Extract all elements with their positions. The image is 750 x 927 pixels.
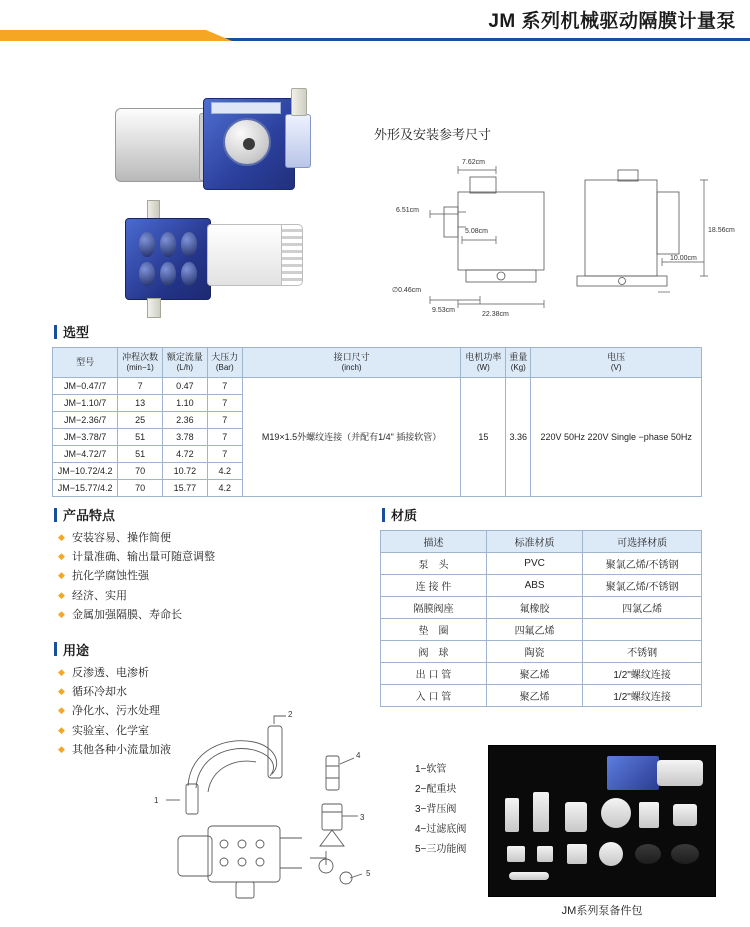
list-item: ◆ 实验室、化学室 xyxy=(58,725,352,738)
svg-text:22.38cm: 22.38cm xyxy=(482,311,509,318)
cell-pressure: 7 xyxy=(207,395,242,412)
parts-legend xyxy=(415,760,466,860)
pump-photo-bottom xyxy=(95,202,315,320)
material-title: 材质 xyxy=(391,508,418,523)
cell-optional: 四氯乙烯 xyxy=(583,597,702,619)
col-description: 描述 xyxy=(381,531,487,553)
cell-standard: 聚乙烯 xyxy=(486,685,582,707)
list-item: ◆ 循环冷却水 xyxy=(58,686,352,699)
table-row xyxy=(53,378,702,395)
cell-strokes: 70 xyxy=(118,480,163,497)
cell-standard: ABS xyxy=(486,575,582,597)
cell-pressure: 7 xyxy=(207,429,242,446)
dimension-drawing-block xyxy=(370,56,740,324)
col-optional-material: 可选择材质 xyxy=(583,531,702,553)
model-section-heading xyxy=(52,322,702,341)
cell-weight: 3.36 xyxy=(506,378,531,497)
cell-pressure: 7 xyxy=(207,378,242,395)
cell-strokes: 25 xyxy=(118,412,163,429)
col-strokes: 冲程次数 (min−1) xyxy=(118,348,163,378)
svg-text:5.08cm: 5.08cm xyxy=(465,228,488,235)
table-row xyxy=(381,553,702,575)
cell-optional: 聚氯乙烯/不锈钢 xyxy=(583,575,702,597)
cell-standard: PVC xyxy=(486,553,582,575)
col-pressure: 大压力 (Bar) xyxy=(207,348,242,378)
cell-model: JM−15.77/4.2 xyxy=(53,480,118,497)
kit-diaphragm xyxy=(671,844,699,864)
cell-flow: 3.78 xyxy=(163,429,208,446)
material-table xyxy=(380,530,702,707)
list-item: ◆ 计量准确、输出量可随意调整 xyxy=(58,551,352,564)
table-row xyxy=(381,619,702,641)
table-header-row xyxy=(381,531,702,553)
list-item: ◆ 安装容易、操作简便 xyxy=(58,532,352,545)
cell-flow: 0.47 xyxy=(163,378,208,395)
uses-heading xyxy=(52,640,352,659)
heading-accent-bar xyxy=(54,325,57,339)
table-row xyxy=(381,663,702,685)
svg-text:7.62cm: 7.62cm xyxy=(462,159,485,166)
model-table xyxy=(52,347,702,497)
cell-strokes: 70 xyxy=(118,463,163,480)
table-row xyxy=(381,641,702,663)
list-item: ◆ 经济、实用 xyxy=(58,590,352,603)
pump-outlet-stem xyxy=(147,298,161,318)
cell-model: JM−4.72/7 xyxy=(53,446,118,463)
cell-standard: 四氟乙烯 xyxy=(486,619,582,641)
cell-model: JM−10.72/4.2 xyxy=(53,463,118,480)
model-selection-section xyxy=(52,322,702,497)
col-weight: 重量 (Kg) xyxy=(506,348,531,378)
cell-flow: 10.72 xyxy=(163,463,208,480)
callout-3: 3 xyxy=(360,813,365,822)
heading-accent-bar xyxy=(54,642,57,656)
legend-item: 5−三功能阀 xyxy=(415,844,467,855)
cell-model: JM−0.47/7 xyxy=(53,378,118,395)
cell-optional: 1/2"螺纹连接 xyxy=(583,685,702,707)
kit-tube-fitting-a xyxy=(505,798,519,832)
material-heading xyxy=(380,505,702,524)
cell-description: 阀 球 xyxy=(381,641,487,663)
kit-seal-ring xyxy=(635,844,661,864)
legend-item: 3−背压阀 xyxy=(415,804,457,815)
pump-nameplate xyxy=(211,102,281,114)
cell-pressure: 4.2 xyxy=(207,480,242,497)
svg-text:10.00cm: 10.00cm xyxy=(670,255,697,262)
cell-strokes: 7 xyxy=(118,378,163,395)
pump-photo-top xyxy=(115,92,315,202)
cell-pressure: 4.2 xyxy=(207,463,242,480)
cell-model: JM−3.78/7 xyxy=(53,429,118,446)
cell-standard: 聚乙烯 xyxy=(486,663,582,685)
cell-standard: 氟橡胶 xyxy=(486,597,582,619)
cell-description: 连 接 件 xyxy=(381,575,487,597)
stroke-adjust-dial xyxy=(223,118,271,166)
cell-description: 入 口 管 xyxy=(381,685,487,707)
legend-item: 2−配重块 xyxy=(415,784,457,795)
list-item: ◆ 抗化学腐蚀性强 xyxy=(58,570,352,583)
table-row xyxy=(381,575,702,597)
kit-washer xyxy=(599,842,623,866)
kit-foot-valve xyxy=(533,792,549,832)
col-power: 电机功率 (W) xyxy=(461,348,506,378)
callout-5: 5 xyxy=(366,869,371,878)
exploded-assembly-diagram xyxy=(150,708,400,908)
cell-model: JM−2.36/7 xyxy=(53,412,118,429)
list-item: ◆ 金属加强隔膜、寿命长 xyxy=(58,609,352,622)
cell-pressure: 7 xyxy=(207,412,242,429)
pump-top-fitting xyxy=(291,88,307,116)
col-model: 型号 xyxy=(53,348,118,378)
page-header xyxy=(0,0,750,56)
product-overview-section xyxy=(0,56,750,324)
list-item: ◆ 反渗透、电渗析 xyxy=(58,667,352,680)
heading-accent-bar xyxy=(54,508,57,522)
kit-pump-housing xyxy=(657,760,703,786)
col-flow: 额定流量 (L/h) xyxy=(163,348,208,378)
cell-description: 隔膜阀座 xyxy=(381,597,487,619)
cell-flow: 4.72 xyxy=(163,446,208,463)
cell-strokes: 51 xyxy=(118,429,163,446)
table-header-row xyxy=(53,348,702,378)
kit-three-function-valve xyxy=(673,804,697,826)
features-title: 产品特点 xyxy=(63,508,116,523)
list-item: ◆ 其他各种小流量加液 xyxy=(58,744,352,757)
cell-flow: 2.36 xyxy=(163,412,208,429)
cell-strokes: 13 xyxy=(118,395,163,412)
cell-pressure: 7 xyxy=(207,446,242,463)
cell-optional xyxy=(583,619,702,641)
cell-flow: 15.77 xyxy=(163,480,208,497)
callout-2: 2 xyxy=(288,710,293,719)
kit-weight-ring xyxy=(601,798,631,828)
kit-pump-head xyxy=(607,756,659,790)
legend-item: 4−过滤底阀 xyxy=(415,824,467,835)
cell-description: 出 口 管 xyxy=(381,663,487,685)
heading-accent-bar xyxy=(382,508,385,522)
col-voltage: 电压 (V) xyxy=(531,348,702,378)
legend-item: 1−软管 xyxy=(415,764,447,775)
col-connection: 接口尺寸 (inch) xyxy=(242,348,461,378)
table-row xyxy=(381,597,702,619)
callout-4: 4 xyxy=(356,751,361,760)
motor-cooling-fins xyxy=(281,224,303,286)
dimension-section-title: 外形及安装参考尺寸 xyxy=(374,127,492,142)
pump-motor xyxy=(115,108,207,182)
svg-text:6.51cm: 6.51cm xyxy=(396,207,419,214)
cell-description: 垫 圈 xyxy=(381,619,487,641)
header-orange-wedge xyxy=(0,30,232,41)
pump-bolt-grid xyxy=(139,232,197,286)
kit-nut-a xyxy=(507,846,525,862)
features-heading xyxy=(52,505,352,524)
cell-standard: 陶瓷 xyxy=(486,641,582,663)
svg-text:9.53cm: 9.53cm xyxy=(432,307,455,314)
callout-1: 1 xyxy=(154,796,159,805)
kit-nut-b xyxy=(537,846,553,862)
cell-strokes: 51 xyxy=(118,446,163,463)
kit-tube xyxy=(509,872,549,880)
kit-caption: JM系列泵备件包 xyxy=(561,905,643,917)
list-item: ◆ 净化水、污水处理 xyxy=(58,705,352,718)
cell-optional: 聚氯乙烯/不锈钢 xyxy=(583,553,702,575)
cell-voltage: 220V 50Hz 220V Single −phase 50Hz xyxy=(531,378,702,497)
uses-title: 用途 xyxy=(63,642,90,658)
cell-description: 泵 头 xyxy=(381,553,487,575)
features-list xyxy=(58,532,352,622)
kit-nut-c xyxy=(567,844,587,864)
spare-parts-kit-photo xyxy=(488,745,716,897)
col-standard-material: 标准材质 xyxy=(486,531,582,553)
cell-connection: M19×1.5外螺纹连接（并配有1/4" 插接软管） xyxy=(242,378,461,497)
page-title: JM 系列机械驱动隔膜计量泵 xyxy=(488,11,736,32)
svg-text:18.56cm: 18.56cm xyxy=(708,227,735,234)
svg-text:∅0.46cm: ∅0.46cm xyxy=(392,287,422,294)
cell-power: 15 xyxy=(461,378,506,497)
cell-model: JM−1.10/7 xyxy=(53,395,118,412)
kit-back-pressure-valve xyxy=(565,802,587,832)
cell-optional: 不锈钢 xyxy=(583,641,702,663)
cell-flow: 1.10 xyxy=(163,395,208,412)
accessories-section xyxy=(0,700,750,927)
model-section-title: 选型 xyxy=(63,325,90,340)
kit-connector xyxy=(639,802,659,828)
pump-head xyxy=(285,114,311,168)
dimension-drawing xyxy=(370,152,740,322)
cell-optional: 1/2"螺纹连接 xyxy=(583,663,702,685)
product-photos xyxy=(40,62,360,320)
